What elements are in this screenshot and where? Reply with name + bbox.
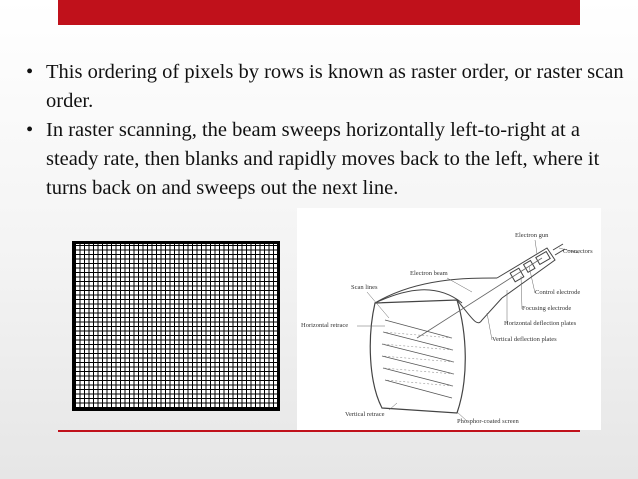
label-electron-beam: Electron beam: [410, 270, 448, 277]
label-scan-lines: Scan lines: [351, 284, 378, 291]
bullet-item: [26, 116, 626, 203]
label-connectors: Connectors: [563, 248, 593, 255]
bullet-text: This ordering of pixels by rows is known as raster order, or raster scan order.: [46, 61, 624, 112]
label-control-electrode: Control electrode: [535, 289, 581, 296]
bullet-icon: •: [26, 61, 34, 83]
bottom-accent-line: [58, 430, 580, 432]
bullet-list: [26, 58, 626, 203]
label-vertical-retrace: Vertical retrace: [345, 411, 385, 418]
bullet-icon: •: [26, 119, 34, 141]
top-accent-bar: [58, 0, 580, 25]
label-electron-gun: Electron gun: [515, 232, 549, 239]
crt-drawing: [297, 208, 601, 430]
label-vertical-deflection-plates: Vertical deflection plates: [492, 336, 557, 343]
label-horizontal-deflection-plates: Horizontal deflection plates: [504, 320, 577, 327]
label-horizontal-retrace: Horizontal retrace: [301, 322, 349, 329]
label-phosphor-coated-screen: Phosphor-coated screen: [457, 418, 519, 425]
label-focusing-electrode: Focusing electrode: [522, 305, 572, 312]
bullet-text: In raster scanning, the beam sweeps horizontally left-to-right at a steady rate, then blanks and rapidly moves back to the left, where it turns back on and sweeps out the next line.: [46, 119, 600, 199]
crt-diagram: [297, 208, 601, 430]
raster-grid-image: [72, 241, 280, 411]
bullet-item: [26, 58, 626, 116]
